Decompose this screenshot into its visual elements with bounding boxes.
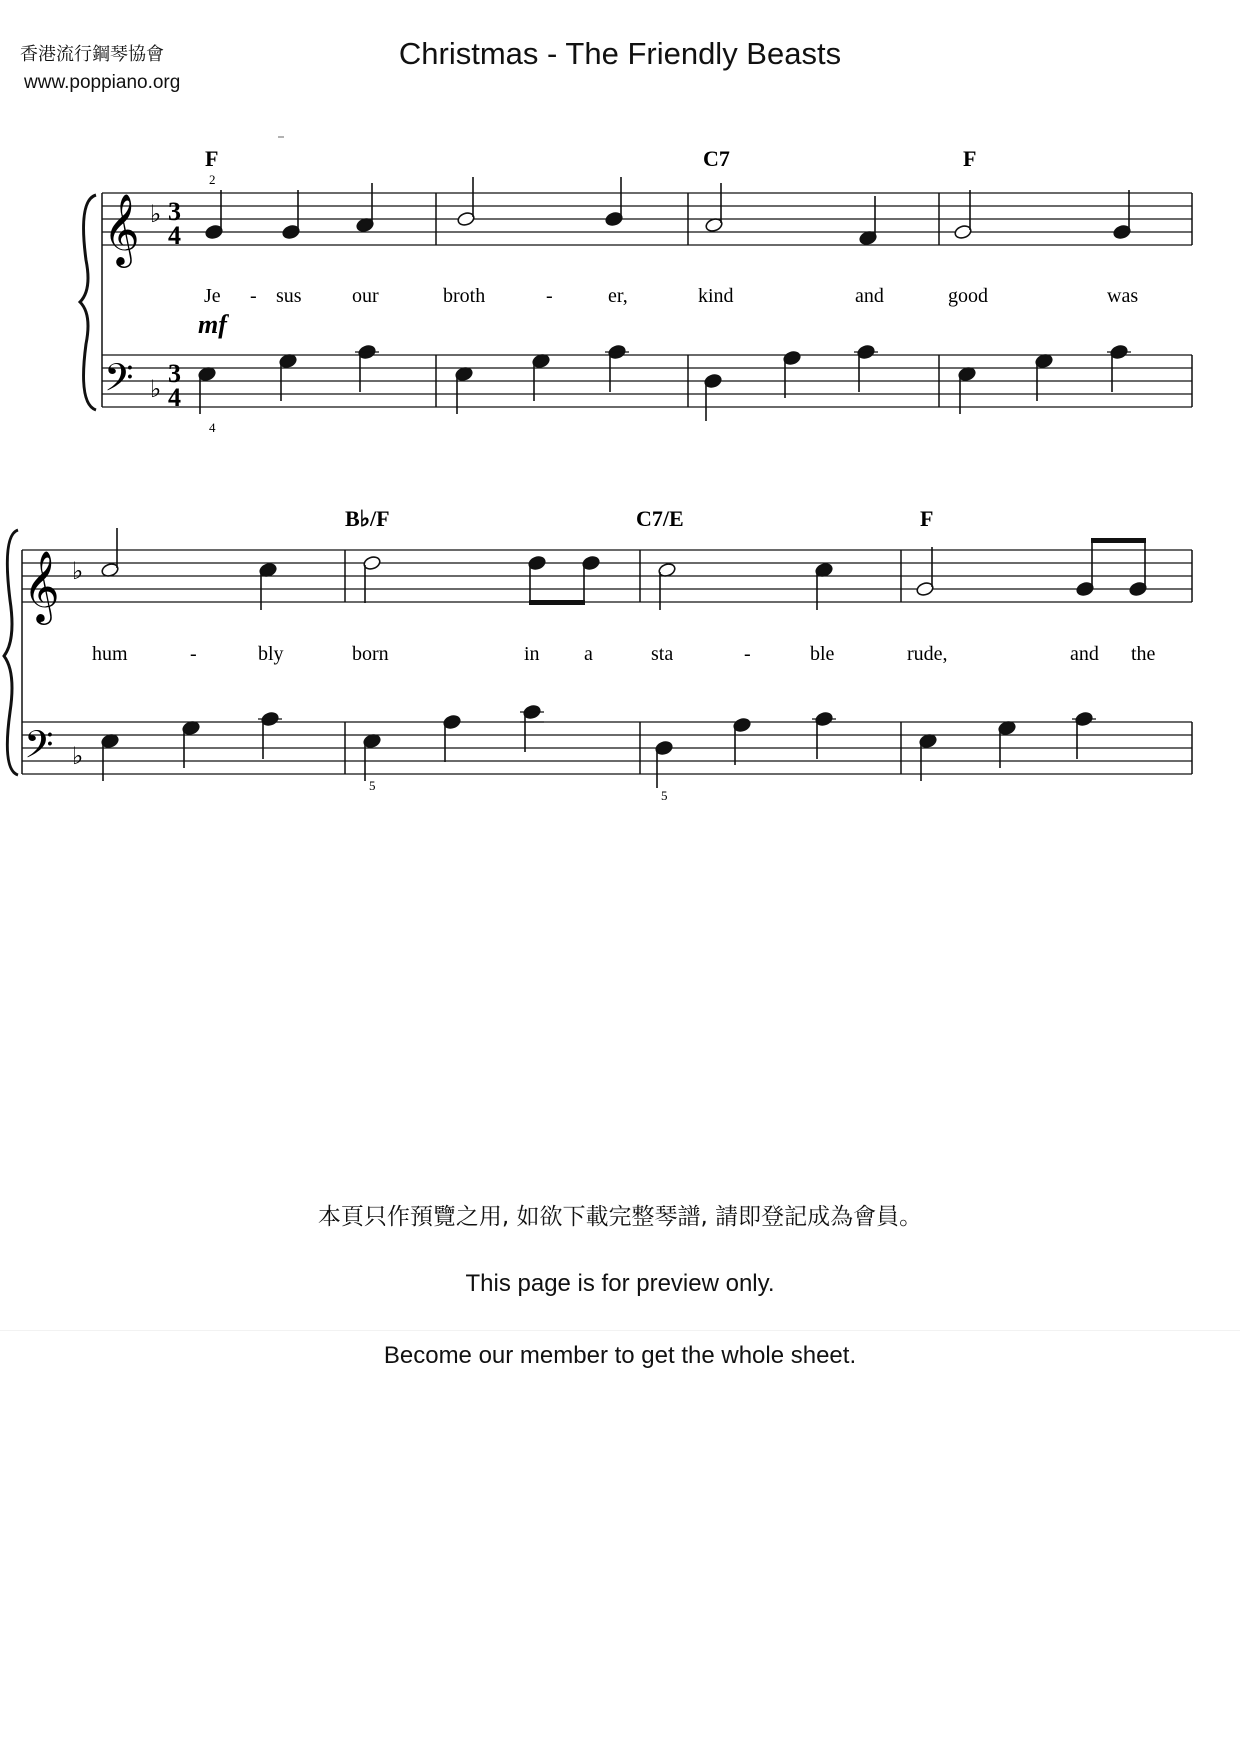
treble-staff-1	[102, 193, 1192, 245]
preview-notice-line1: This page is for preview only.	[465, 1270, 775, 1297]
lyric-syllable: the	[1131, 643, 1156, 665]
treble-clef-icon: 𝄞	[103, 192, 140, 265]
preview-notice-line2: Become our member to get the whole sheet.	[383, 1342, 857, 1369]
fingering: 2	[209, 172, 216, 187]
lyric-hyphen: -	[250, 285, 257, 307]
treble-staff-2	[22, 550, 1192, 602]
site-name: 香港流行鋼琴協會	[20, 44, 164, 65]
chord-symbol: F	[205, 146, 219, 171]
chord-symbol: F	[920, 506, 934, 531]
brace	[4, 530, 18, 775]
time-sig-top: 3	[168, 197, 181, 226]
lyric-syllable: our	[352, 285, 379, 307]
barlines-2	[22, 550, 1192, 774]
lyric-hyphen: -	[744, 643, 751, 665]
brace	[80, 195, 96, 410]
preview-notice-chinese: 本頁只作預覽之用, 如欲下載完整琴譜, 請即登記成為會員。	[317, 1204, 923, 1230]
site-url[interactable]: www.poppiano.org	[24, 72, 181, 93]
fingering: 5	[661, 788, 668, 803]
lyric-syllable: hum	[92, 643, 128, 665]
lyric-syllable: er,	[608, 285, 628, 307]
bass-clef-icon: 𝄢	[104, 355, 134, 409]
lyric-syllable: a	[584, 643, 593, 665]
key-flat-icon: ♭	[150, 200, 162, 228]
dynamic-marking: mf	[198, 310, 227, 339]
fingering: 4	[209, 420, 216, 435]
bass-staff-1	[102, 355, 1192, 407]
time-sig-bottom: 4	[168, 221, 181, 250]
bass-notes-2	[101, 704, 1096, 788]
key-flat-icon: ♭	[72, 742, 84, 770]
key-flat-icon: ♭	[150, 375, 162, 403]
lyric-syllable: Je	[204, 285, 221, 307]
system-2	[4, 506, 1192, 803]
lyric-syllable: born	[352, 643, 389, 665]
lyric-syllable: kind	[698, 285, 734, 307]
key-flat-icon: ♭	[72, 557, 84, 585]
barlines-1	[102, 193, 1192, 407]
system-1	[80, 137, 1192, 435]
chord-symbol: F	[963, 146, 977, 171]
lyric-syllable: and	[855, 285, 884, 307]
lyric-syllable: sus	[276, 285, 302, 307]
lyric-syllable: and	[1070, 643, 1099, 665]
chord-symbol: C7/E	[636, 506, 684, 531]
sheet-music	[0, 0, 1240, 820]
lyric-syllable: in	[524, 643, 540, 665]
fingering: 5	[369, 778, 376, 793]
divider	[0, 1330, 1240, 1331]
chord-symbol: B♭/F	[345, 506, 390, 531]
lyric-syllable: ble	[810, 643, 835, 665]
time-sig-top: 3	[168, 359, 181, 388]
time-sig-bottom: 4	[168, 383, 181, 412]
lyric-syllable: was	[1107, 285, 1139, 307]
page-title: Christmas - The Friendly Beasts	[398, 36, 842, 71]
treble-clef-icon: 𝄞	[23, 549, 60, 622]
lyric-syllable: bly	[258, 643, 284, 665]
lyric-syllable: sta	[651, 643, 674, 665]
lyric-syllable: good	[948, 285, 988, 307]
bass-clef-icon: 𝄢	[24, 722, 54, 776]
lyric-syllable: broth	[443, 285, 486, 307]
treble-notes-1	[205, 177, 1132, 246]
lyrics-1	[204, 285, 1138, 307]
treble-notes-2	[101, 528, 1148, 610]
lyric-syllable: rude,	[907, 643, 948, 665]
lyrics-2	[92, 643, 1156, 665]
lyric-hyphen: -	[190, 643, 197, 665]
lyric-hyphen: -	[546, 285, 553, 307]
chord-symbol: C7	[703, 146, 730, 171]
